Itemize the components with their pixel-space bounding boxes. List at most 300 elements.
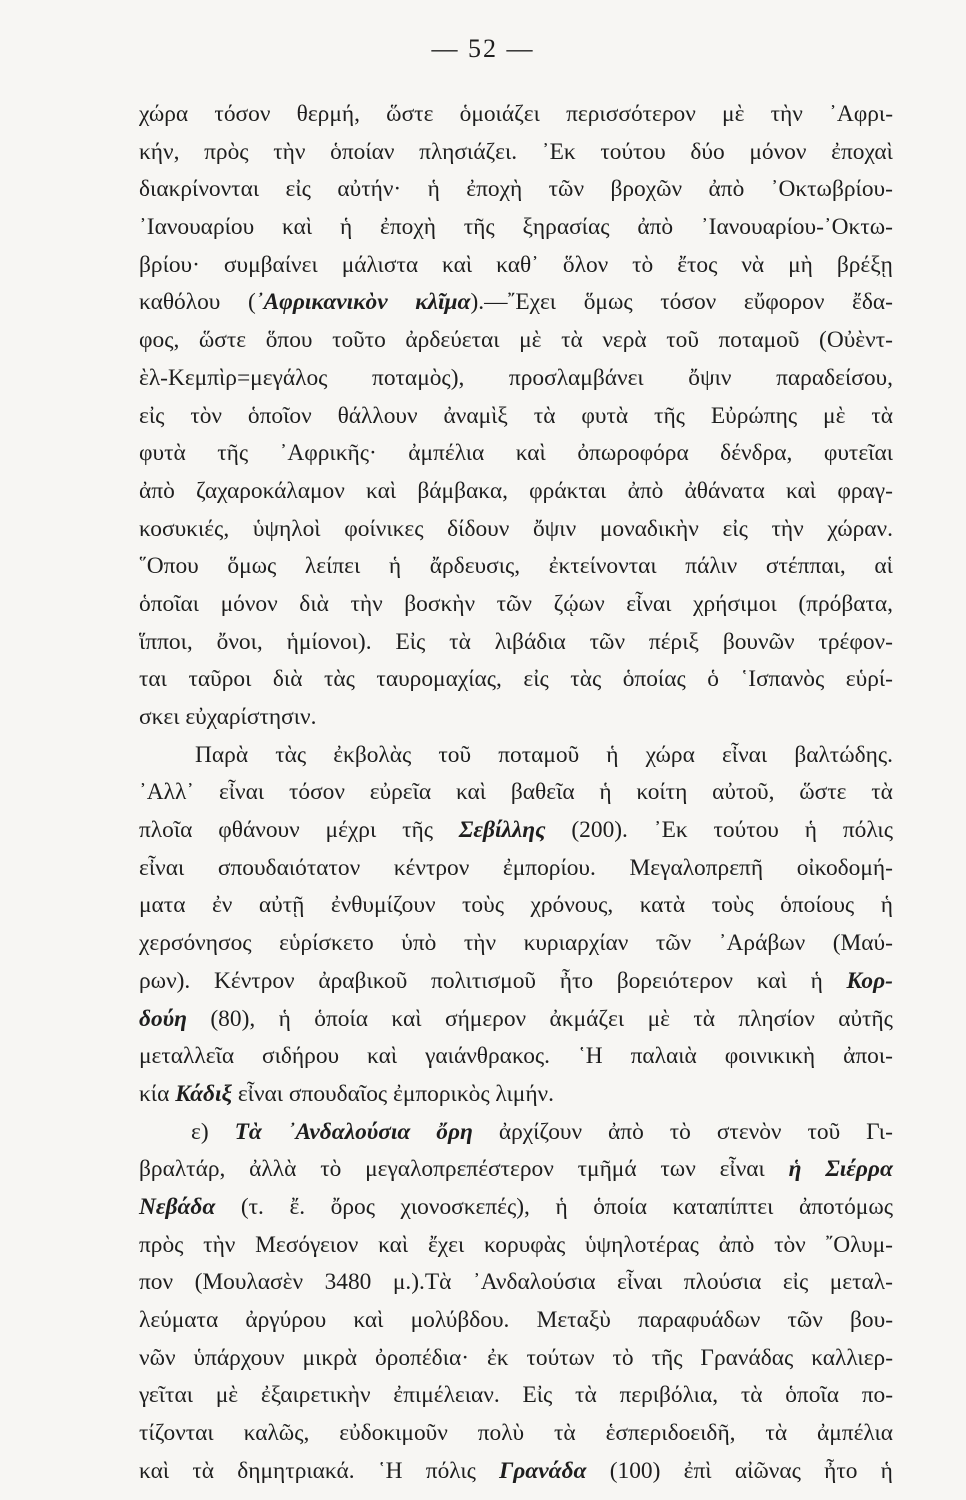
word: ὁποῖα [785,1382,839,1409]
word: πρὸς [139,1231,184,1258]
word: καθ᾿ [496,251,539,278]
text-line [139,1038,893,1076]
word: ἡ [880,892,893,919]
word: βοσκὴν [404,590,476,617]
word: 3480 [324,1269,372,1296]
word: μεγαλοπρεπέστερον [365,1156,554,1183]
word: εὑρίσκετο [279,930,374,957]
word: νὰ [741,251,765,278]
word: τὰ [871,779,893,806]
word: τούτων [526,1344,595,1371]
word: ὑψηλοὶ [252,515,321,542]
word: στέππαι, [765,553,846,580]
word: ὥστε [386,101,434,127]
text-line [139,96,893,134]
word: καλῶς, [243,1420,310,1447]
word: των [660,1156,696,1183]
word: ὁποίας [622,666,686,693]
word: ἡ [880,1457,893,1484]
word: (Μαύ- [832,930,893,957]
word: τῶν [589,628,626,655]
word: πλούσια [683,1269,762,1296]
word: τρέφον- [818,628,893,655]
word: σήμερον [444,1005,527,1032]
word: ἀπὸ [708,176,745,203]
word: ἐποχὴ [380,214,436,241]
emphasis-word: κλῖμα [415,289,471,316]
word: ὅλον [562,251,609,278]
word: κορυφὰς [483,1231,566,1258]
word-group [248,284,388,322]
word: βροχῶν [610,176,683,203]
word: ἔτος [677,251,718,278]
text-line [139,1302,893,1340]
word: δύο [690,138,725,165]
word: ἐν [211,892,233,919]
word: ὁ [707,666,719,693]
word: τῆς [217,440,249,467]
word: ὅμως [583,289,633,316]
text-line [139,1264,893,1302]
word: ἔ. [289,1193,306,1220]
word: ὀπωροφόρα [577,440,689,467]
word: ὑψηλοτέρας [584,1231,699,1258]
word: μεταλλεῖα [139,1043,235,1070]
word: μοναδικὴν [599,515,699,542]
word: πολιτισμοῦ [431,967,536,994]
word: ἀραβικοῦ [318,967,408,994]
word: διακρίνονται [139,176,260,203]
word: χώρα [645,741,695,768]
word: πλησιάζει. [419,138,518,165]
word: κοίτη [636,779,688,806]
word: εὑρί- [845,666,893,693]
word: νῶν [139,1344,176,1371]
text-line [139,1227,893,1265]
word: καὶ [367,1043,398,1070]
word: ἡ [278,1005,291,1032]
word: ἀπὸ [637,214,674,241]
word: μὲ [215,1382,239,1409]
word: ξηρασίας [522,214,610,241]
text-line [139,247,893,285]
word: τὰ [192,1457,215,1484]
word: τὰς [275,741,307,768]
word: τοῦ [438,741,472,768]
word: ποταμοῦ [498,741,580,768]
word: τοὺς [711,892,754,919]
word: καὶ [353,1307,384,1333]
word: πλοῖα [139,817,193,844]
word: πλησίον [738,1005,815,1032]
word: καθόλου [139,289,221,316]
word: τῶν [496,590,533,617]
word: καὶ [785,477,817,504]
word: ῾Η [377,1457,403,1484]
word: ᾿Εκ [541,138,576,165]
word: μὲ [823,402,846,429]
word: κέντρον [393,854,470,881]
word: μὲ [722,101,745,127]
word: σιδήρου [262,1043,340,1070]
word: ποταμοῦ [718,327,800,354]
word: ὑπάρχουν [193,1344,285,1371]
word: αὐτῆς [838,1005,893,1032]
word: ὥστε [799,779,847,806]
text-line [139,737,893,775]
word: τὰ [533,402,556,429]
word: τούτου [600,138,666,165]
word: τῆς [402,817,434,844]
word: τὸ [669,1118,691,1145]
word: καὶ [282,214,313,241]
emphasis-word: ἡ [788,1156,802,1183]
word: ἵπποι, [139,628,193,655]
word: μ.).Τὰ [392,1269,452,1296]
word: ὄψιν [688,364,732,391]
text-line [139,586,893,624]
word: ᾿Οκτωβρίου- [770,176,893,203]
word: ἐξαιρετικὴν [260,1382,371,1409]
word: θερμή, [296,101,360,127]
word: ἡ [339,214,353,241]
word: συμβαίνει [223,251,318,278]
word: (Μουλασὲν [194,1269,304,1296]
text-line [139,1377,893,1415]
word: δένδρα, [720,440,793,467]
word: ταῦροι [188,666,252,693]
word: ἦτο [559,967,594,994]
word: ε) [191,1118,209,1145]
word: γαιάνθρακος. [425,1043,551,1070]
word: μόνον [220,590,278,617]
emphasis-word: δούη [139,1005,187,1032]
word: καὶ [391,1005,422,1032]
text-line [139,1151,893,1189]
word: ᾿Εκ [653,817,688,844]
word: εἰς [285,176,311,203]
word: αὐτήν· [337,176,402,203]
word: μόνον [749,138,807,165]
word: ζῴων [553,590,605,617]
word: τὴν [770,101,803,127]
word: φος, [139,327,180,354]
word: καὶ [455,779,487,806]
word: ὄψιν [532,515,577,542]
text-line [139,812,893,850]
text-run: σκει εὐχαρίστησιν. [139,704,317,730]
word: ὅμως [227,553,277,580]
word: ἡ [388,553,402,580]
word: τὸν [774,1231,806,1258]
word: τόσον [288,779,345,806]
word: (200). [571,817,628,844]
text-line [139,963,893,1001]
text-line [139,925,893,963]
word: ται [139,666,167,693]
word: τούτου [713,817,779,844]
word: τόσον [660,289,717,316]
word: αἱ [874,553,893,580]
word: καὶ [515,440,546,467]
text-line [139,1415,893,1453]
word: ἡ [599,779,612,806]
word: καὶ [756,967,787,994]
word: παλαιὰ [630,1043,697,1070]
word: εἰς [523,666,549,693]
word: μὴ [788,251,813,278]
word: τὰ [765,1420,788,1447]
word: μικρὰ [302,1344,358,1371]
word: λείπει [304,553,361,580]
word: ᾿Ιανουαρίου [139,214,255,241]
word: φραγ- [837,477,893,504]
word: κοσυκιές, [139,515,230,542]
word: Γι- [866,1118,893,1145]
emphasis-word: ὄρη [436,1118,473,1145]
word: Κέντρον [214,967,295,994]
word: εἶναι [721,741,768,768]
word: (τ. [240,1193,264,1220]
word: καὶ [442,251,473,278]
word: ἦτο [824,1457,858,1484]
word: μεταλ- [829,1269,893,1296]
word: πόλις [842,817,893,844]
word: τίζονται [139,1420,214,1447]
word: πο- [861,1382,893,1409]
text-line [139,699,893,737]
word: καὶ [366,477,397,504]
word: ᾿Ανδαλούσια [472,1269,596,1296]
word: τὰ [740,1382,763,1409]
word: τὰ [449,628,471,655]
word: τὰς [323,666,355,693]
text-line [139,1189,893,1227]
word: ἐποχαὶ [831,138,893,165]
word: ἐκβολὰς [333,741,412,768]
word: ῾Ισπανὸς [740,666,825,693]
word: βραλτάρ, [139,1156,226,1183]
word: λιβάδια [494,628,566,655]
word: ἡ [810,967,823,994]
word: ὅπου [265,327,313,354]
word: πέριξ [648,628,699,655]
word: διὰ [299,590,329,617]
word: διὰ [272,666,303,693]
word: (Οὐὲντ- [819,327,893,354]
word: βουνῶν [722,628,795,655]
text-line [139,1001,893,1039]
word: κατὰ [639,892,686,919]
word: ὁμοιάζει [459,101,540,127]
word: ἀποι- [843,1043,893,1070]
word: τοῦ [666,327,699,354]
word: προσλαμβάνει [508,364,644,391]
word: λεύματα [139,1307,219,1333]
emphasis-word: Σιέρρα [825,1156,893,1183]
emphasis-word: Σεβίλλης [458,817,546,844]
emphasis-word: Κορ- [846,967,893,994]
text-line [139,661,893,699]
word: παραφυάδων [638,1307,761,1333]
word: τὰ [575,1382,597,1409]
word: ταυρομαχίας, [376,666,502,693]
word: φθάνουν [218,817,300,844]
word: Μεταξὺ [536,1307,611,1333]
word: βρέξῃ [836,251,893,278]
text-run: εἶναι σπουδαῖος ἐμπορικὸς λιμήν. [232,1080,554,1107]
word: φοίνικες [344,515,424,542]
word: Μεγαλοπρεπῆ [629,854,764,881]
word: ἀπὸ [139,477,175,504]
word: τμῆμά [577,1156,637,1183]
word: τὸν [190,402,222,429]
word: ἀρχίζουν [498,1118,583,1145]
word: πολὺ [477,1420,525,1447]
text-line [139,548,893,586]
word: τὸ [612,1344,634,1371]
word: χιονοσκεπές), [400,1193,530,1220]
word: Μεσόγειον [255,1231,359,1258]
word: ἀποτόμως [798,1193,893,1220]
word: καλλιερ- [811,1344,893,1371]
word: χρήσιμοι [693,590,777,617]
word: βρίου· [139,251,200,278]
word: ὄνοι, [216,628,263,655]
word: ᾿Αφρι- [829,101,893,127]
emphasis-word: ᾿Ανδαλούσια [287,1118,411,1145]
word: τὸ [632,251,654,278]
word: πον [139,1269,174,1296]
word: τοῦτο [332,327,386,354]
word: ἀπὸ [627,477,664,504]
word: δημητριακά. [237,1457,355,1484]
word: ῎Ολυμ- [825,1231,893,1258]
word: τὴν [203,1231,236,1258]
word: τὴν [273,138,306,165]
word: μὲ [647,1005,670,1032]
word: ἀναμὶξ [443,402,508,429]
word: ἀθάνατα [684,477,765,504]
word: εἶναι [139,854,185,881]
word: τὰ [561,327,583,354]
word: δίδουν [447,515,510,542]
word: ζαχαροκάλαμον [195,477,345,504]
text-line [139,887,893,925]
word: τόσον [214,101,271,127]
emphasis-word: Νεβάδα [139,1193,216,1220]
word: τὰ [871,402,893,429]
text-line [139,511,893,549]
word: αἰῶνας [734,1457,801,1484]
word: ρων). [139,967,191,994]
word: ἀκμάζει [549,1005,625,1032]
text-line [139,473,893,511]
word: εἰς [139,402,165,429]
word: ἔδα- [852,289,893,316]
word: αὐτῇ [258,892,305,919]
word: ἀλλὰ [249,1156,297,1183]
text-line [139,1453,893,1491]
word: τῆς [654,402,685,429]
word: ὲλ-Κεμπὶρ=μεγάλος [139,364,328,391]
word: κήν, [139,138,180,165]
word: ὑπὸ [401,930,437,957]
word: ῾Η [577,1043,603,1070]
word: ἔχει [427,1231,465,1258]
word: τὰς [570,666,602,693]
word: ἀπὸ [718,1231,755,1258]
word: φυτὰ [581,402,629,429]
word: εἶναι [626,590,672,617]
word: αὐτοῦ, [712,779,775,806]
text-line [139,774,893,812]
word: (πρόβατα, [798,590,893,617]
word: ἑσπεριδοειδῆ, [605,1420,736,1447]
word: φυτὰ [139,440,186,467]
word: τῆς [463,214,495,241]
word: εὐδοκιμοῦν [339,1420,448,1447]
text-line [139,171,893,209]
word: τοῦ [807,1118,841,1145]
word: φοινικικὴ [724,1043,816,1070]
word: νερὰ [602,327,647,354]
word: εἶναι [719,1156,765,1183]
word: περιβόλια, [619,1382,719,1409]
word: γεῖται [139,1382,193,1409]
word: βαλτώδης. [794,741,893,768]
word: χώραν. [827,515,893,542]
word: ἐνθυμίζουν [330,892,436,919]
body-text [139,96,893,1490]
text-run: κία [139,1080,176,1107]
word: ὁποίους [780,892,855,919]
word: βορειότερον [616,967,734,994]
word: (100) [609,1457,661,1484]
word: τὴν [350,590,383,617]
word: ἡμίονοι). [286,628,372,655]
emphasis-word: Τὰ [234,1118,262,1145]
word: ὁποία [314,1005,369,1032]
word: κυριαρχίαν [523,930,629,957]
word: χώρα [139,101,189,127]
word: Εἰς [395,628,426,655]
word: τῆς [651,1344,683,1371]
word: πάλιν [685,553,738,580]
word: θάλλουν [337,402,418,429]
word: Γρανάδας [700,1344,794,1371]
word: βάμβακα, [417,477,508,504]
word: εἰς [722,515,748,542]
word: ἡ [555,1193,568,1220]
text-line [139,1340,893,1378]
word: τοὺς [462,892,504,919]
word: ἡ [804,817,817,844]
word: ἐμπορίου. [502,854,596,881]
word: ᾿Αφρικῆς· [279,440,377,467]
word: ἡ [606,741,619,768]
word: Εὐρώπης [710,402,798,429]
word: μολύβδου. [410,1307,510,1333]
word: ἀμπέλια [816,1420,893,1447]
word: εἶναι [617,1269,663,1296]
word: ὀροπέδια· [374,1344,470,1371]
text-line [139,398,893,436]
word: ἀργύρου [245,1307,327,1333]
word: ( [247,289,256,316]
text-line [139,624,893,662]
word: ἀμπέλια [408,440,485,467]
